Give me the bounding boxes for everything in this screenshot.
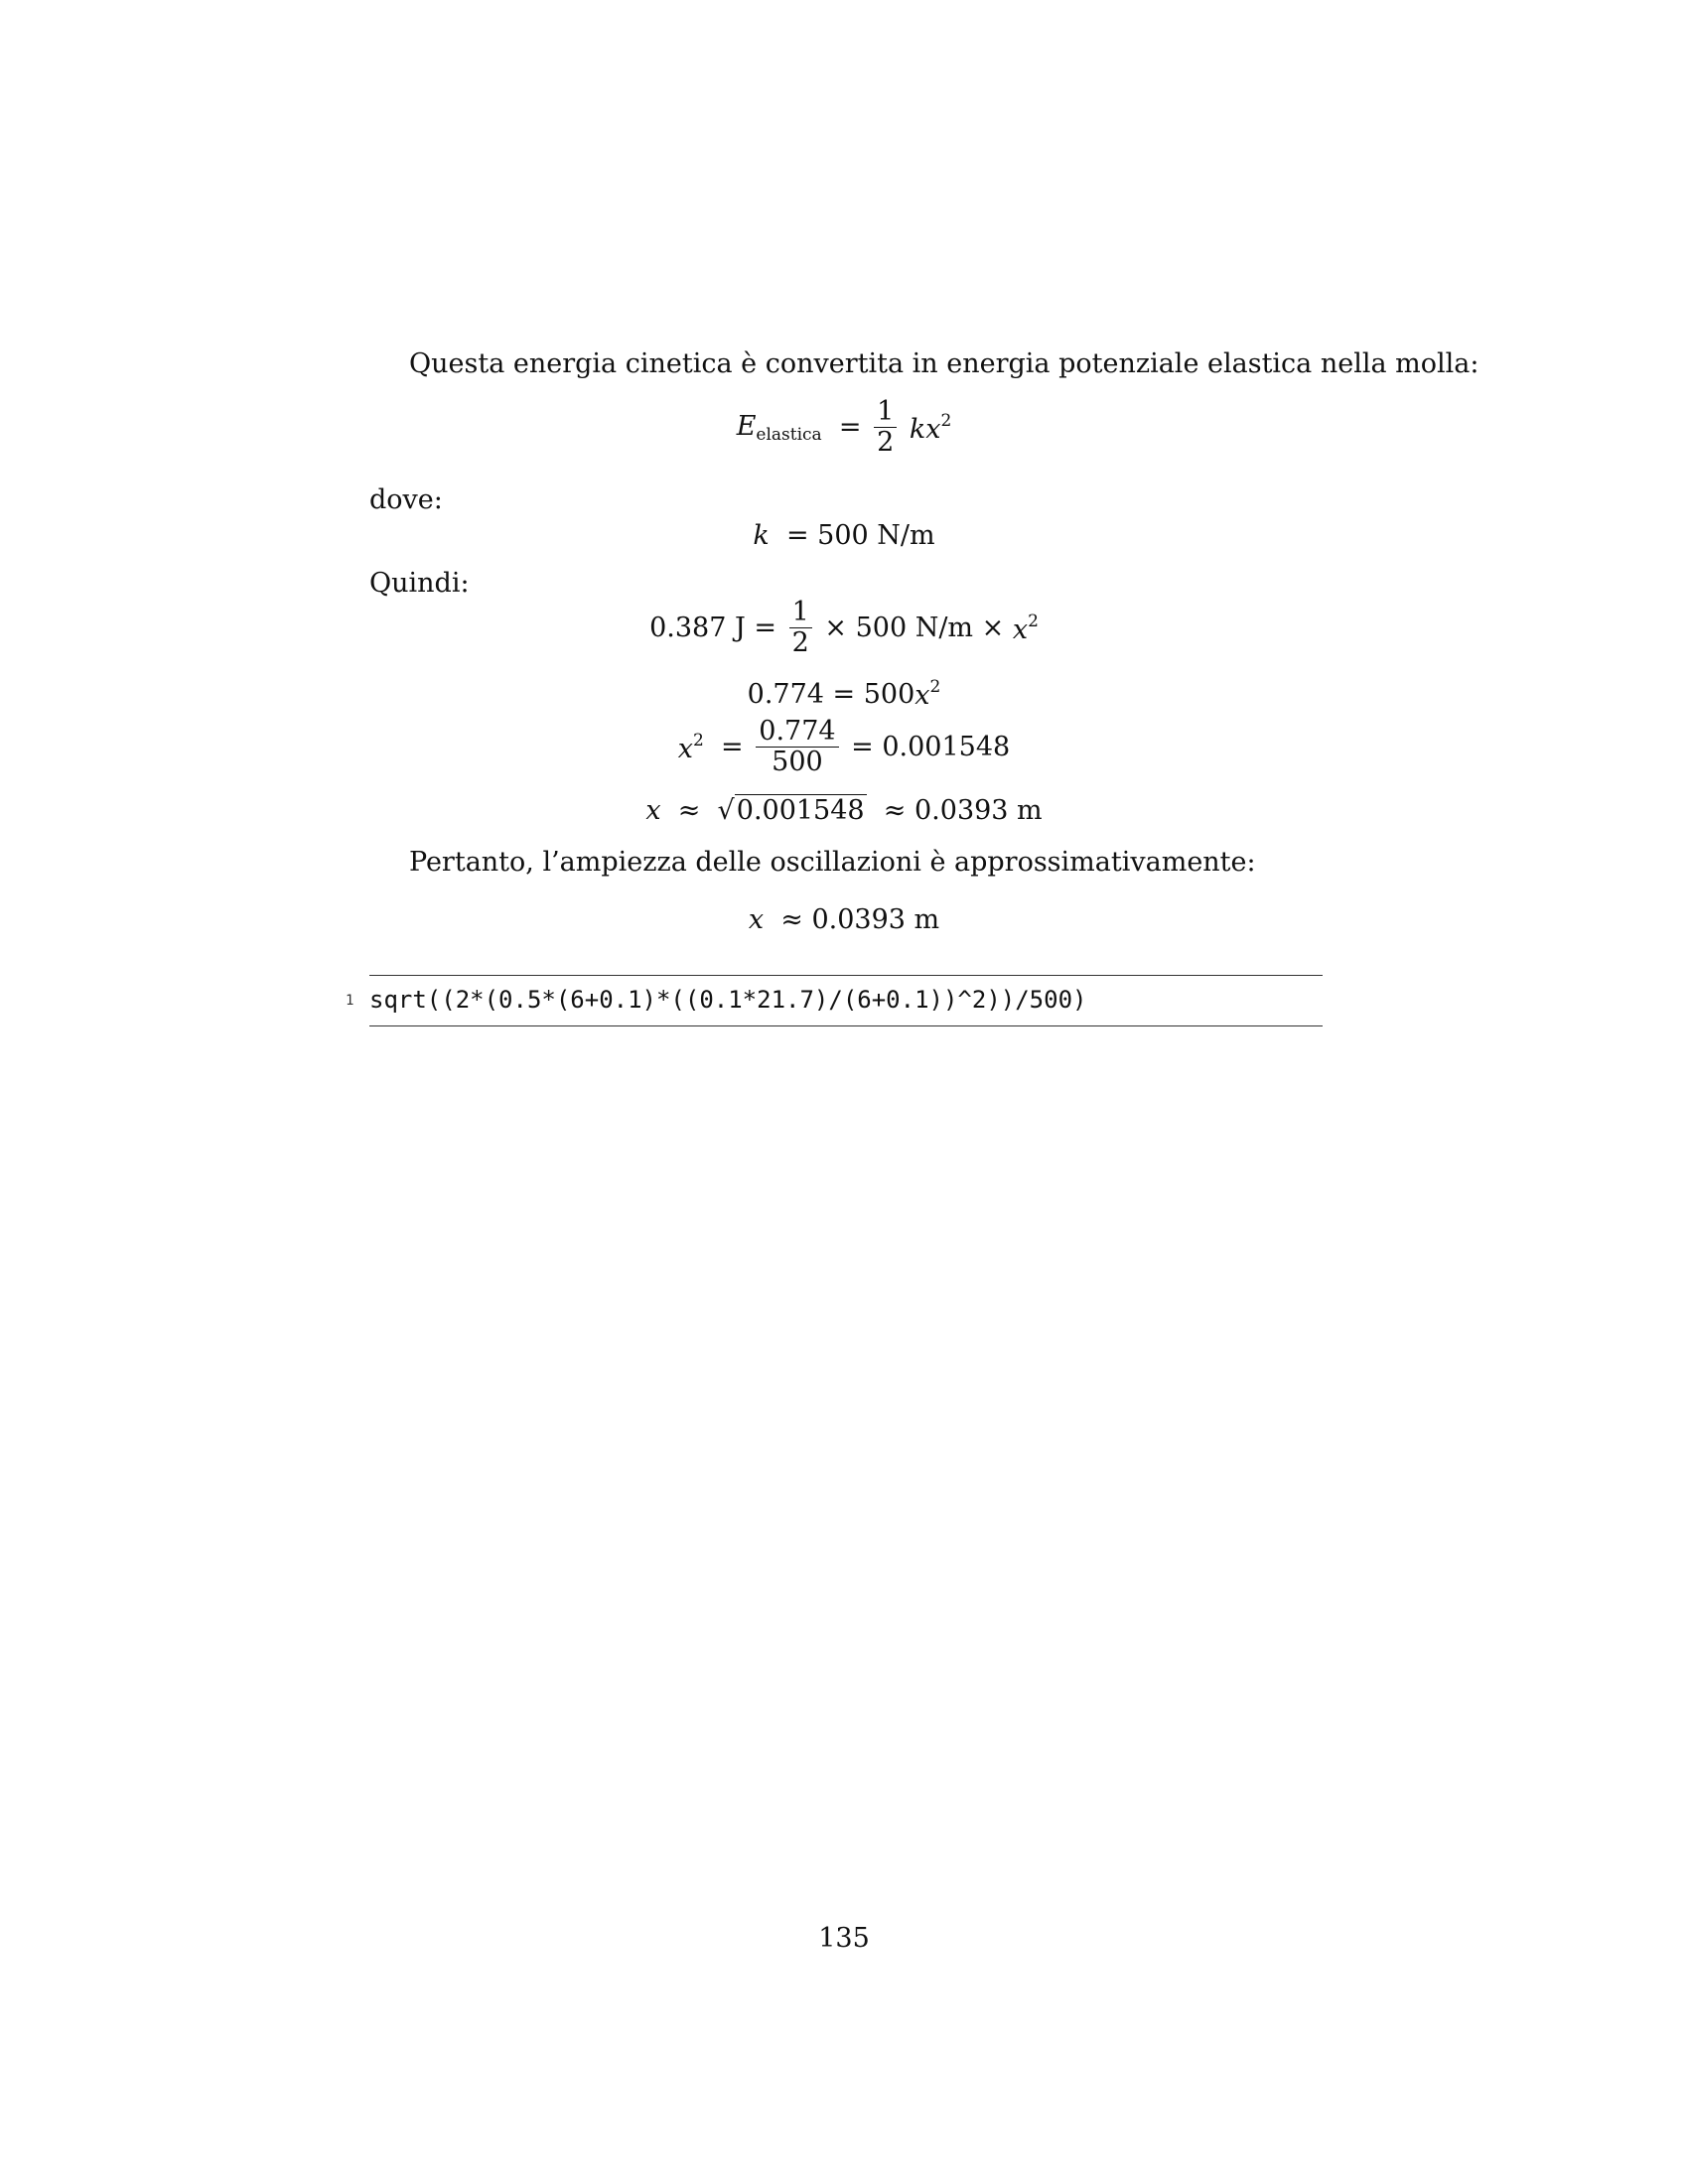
code-line-number: 1 xyxy=(346,993,354,1009)
equation-step-2: $0.774 = 500x^2$ xyxy=(747,677,941,711)
code-rule-bottom xyxy=(369,1025,1323,1026)
equation-spring-constant: k = 500 N/m xyxy=(753,520,935,551)
paragraph-pertanto: Pertanto, l’ampiezza delle oscillazioni è approssimativamente: xyxy=(409,847,1256,878)
paragraph-dove: dove: xyxy=(369,484,443,515)
square-root: √0.001548 xyxy=(717,795,865,826)
equation-result: x ≈ 0.0393 m xyxy=(748,904,940,935)
page-number: 135 xyxy=(818,1923,870,1954)
code-line: sqrt((2*(0.5*(6+0.1)*((0.1*21.7)/(6+0.1))^2))/500) xyxy=(369,986,1087,1014)
paragraph-intro: Questa energia cinetica è convertita in energia potenziale elastica nella molla: xyxy=(409,348,1479,379)
equation-elastic-energy: $E_{elastica}$ = $\frac{1}{2}$ $kx^2$ xyxy=(736,396,952,458)
equation-step-1: 0.387 J = $\frac{1}{2}$ × 500 $N/m \times x^2$ xyxy=(649,597,1039,658)
paragraph-quindi: Quindi: xyxy=(369,568,470,599)
equation-step-4: x ≈ √0.001548 ≈ 0.0393 m xyxy=(645,795,1043,826)
equation-step-3: $x^2$ = $\frac{0.774}{500}$ = 0.001548 xyxy=(677,716,1011,777)
code-rule-top xyxy=(369,975,1323,976)
